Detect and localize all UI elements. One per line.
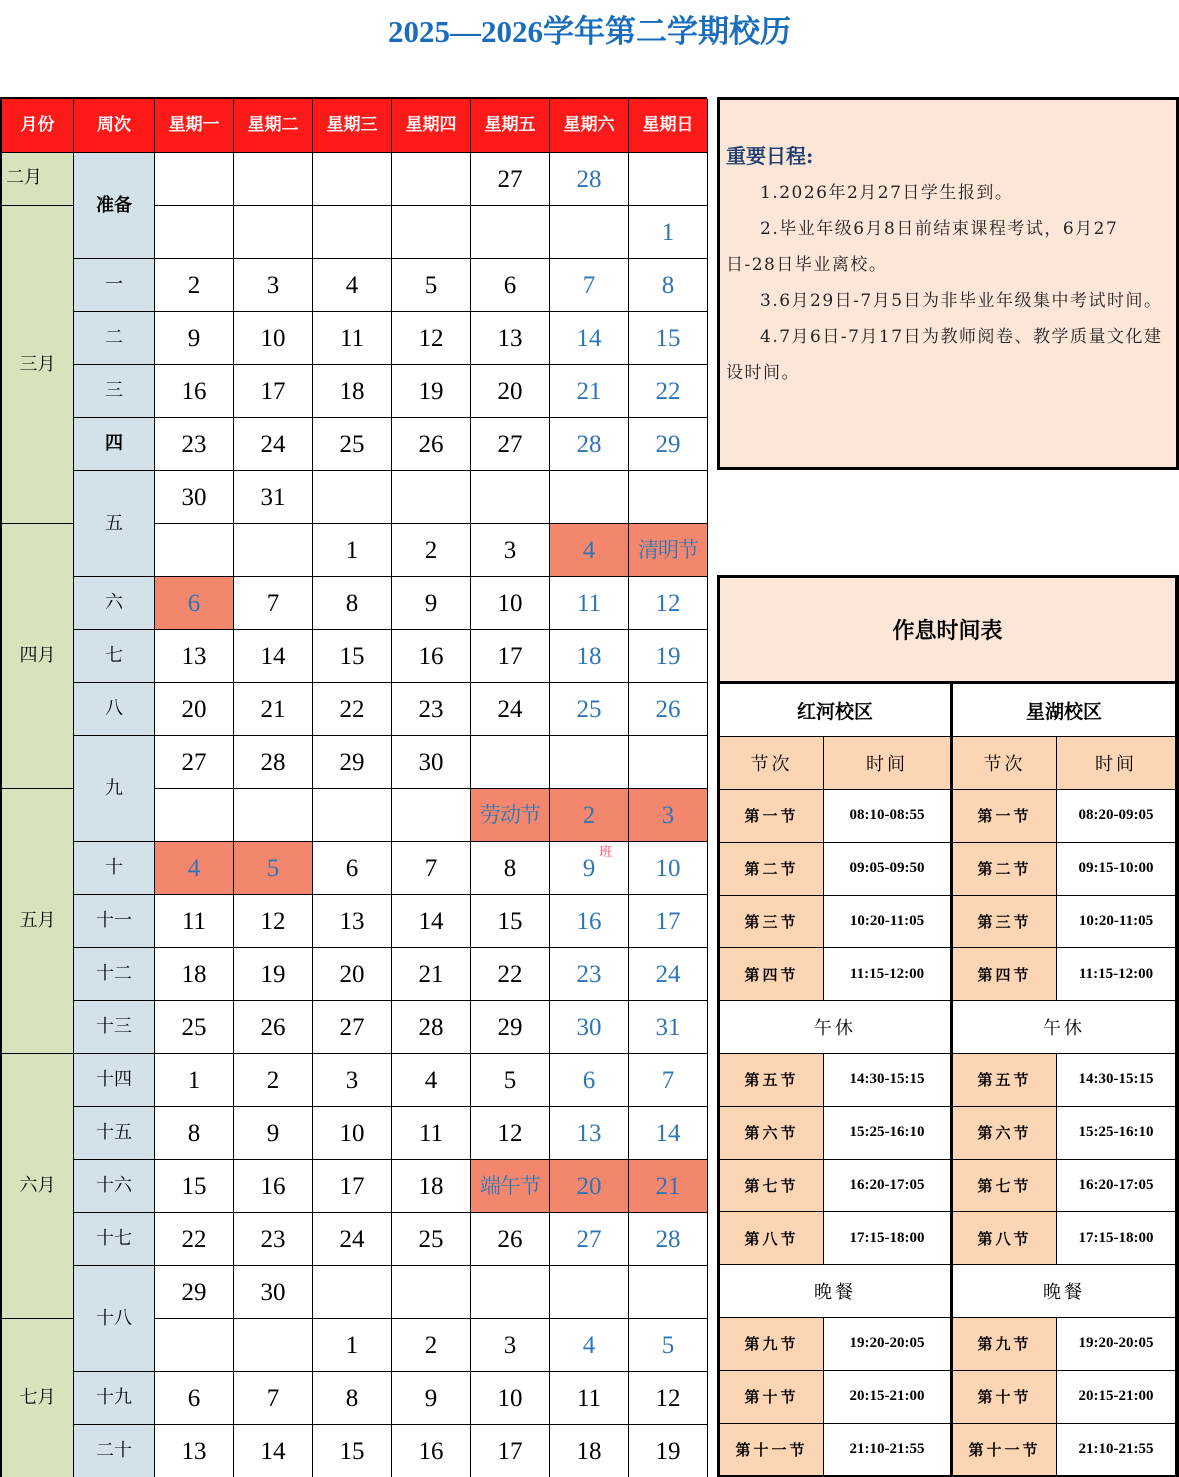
day-cell: 2 [155, 259, 234, 312]
empty-cell [392, 1266, 471, 1319]
day-cell: 23 [155, 418, 234, 471]
day-cell: 25 [550, 683, 629, 736]
period-time: 21:10-21:55 [1057, 1424, 1176, 1477]
empty-cell [234, 153, 313, 206]
empty-cell [313, 153, 392, 206]
day-cell: 9 [392, 577, 471, 630]
day-cell: 18 [392, 1160, 471, 1213]
empty-cell [471, 471, 550, 524]
header-6: 星期四 [392, 99, 471, 153]
day-cell: 30 [234, 1266, 313, 1319]
campus-honghe: 红河校区 [720, 684, 953, 737]
week-label: 七 [74, 630, 155, 683]
day-cell: 24 [234, 418, 313, 471]
day-cell: 5 [392, 259, 471, 312]
day-cell: 22 [155, 1213, 234, 1266]
period-label: 第九节 [953, 1318, 1057, 1371]
day-cell: 22 [313, 683, 392, 736]
day-cell: 28 [629, 1213, 708, 1266]
day-cell: 13 [471, 312, 550, 365]
day-cell: 22 [629, 365, 708, 418]
day-cell: 14 [392, 895, 471, 948]
day-cell: 28 [234, 736, 313, 789]
week-label: 八 [74, 683, 155, 736]
period-label: 第四节 [720, 948, 824, 1001]
calendar-grid [0, 97, 707, 1477]
day-cell: 2 [392, 1319, 471, 1372]
period-time: 11:15-12:00 [824, 948, 953, 1001]
period-label: 第四节 [953, 948, 1057, 1001]
day-cell: 10 [313, 1107, 392, 1160]
period-label: 第十一节 [720, 1424, 824, 1477]
day-cell: 1 [155, 1054, 234, 1107]
empty-cell [313, 471, 392, 524]
day-cell: 8 [471, 842, 550, 895]
day-cell: 12 [392, 312, 471, 365]
period-label: 第八节 [720, 1212, 824, 1265]
day-cell: 劳动节 [471, 789, 550, 842]
month-label: 三月 [2, 206, 74, 524]
day-cell: 20 [550, 1160, 629, 1213]
day-cell: 9 [392, 1372, 471, 1425]
day-cell: 30 [392, 736, 471, 789]
empty-cell [629, 736, 708, 789]
week-label: 十五 [74, 1107, 155, 1160]
day-cell: 2 [392, 524, 471, 577]
day-cell: 18 [313, 365, 392, 418]
week-label: 十四 [74, 1054, 155, 1107]
empty-cell [550, 1266, 629, 1319]
header-9: 星期日 [629, 99, 708, 153]
day-cell: 17 [313, 1160, 392, 1213]
week-label: 十三 [74, 1001, 155, 1054]
day-cell: 3 [471, 524, 550, 577]
week-label: 准备 [74, 153, 155, 259]
empty-cell [392, 206, 471, 259]
header-1: 月份 [2, 99, 74, 153]
day-cell: 26 [392, 418, 471, 471]
day-cell: 12 [629, 577, 708, 630]
day-cell: 14 [629, 1107, 708, 1160]
week-label: 十一 [74, 895, 155, 948]
empty-cell [313, 206, 392, 259]
period-label: 第十节 [953, 1371, 1057, 1424]
period-label: 第三节 [720, 896, 824, 949]
period-time: 20:15-21:00 [1057, 1371, 1176, 1424]
day-cell: 19 [629, 630, 708, 683]
day-cell: 17 [471, 1425, 550, 1477]
day-cell: 14 [550, 312, 629, 365]
day-cell: 10 [234, 312, 313, 365]
day-cell: 7 [629, 1054, 708, 1107]
day-cell: 29 [471, 1001, 550, 1054]
break-label: 晚餐 [953, 1265, 1176, 1318]
period-label: 第二节 [720, 843, 824, 896]
period-time: 10:20-11:05 [1057, 896, 1176, 949]
day-cell: 30 [155, 471, 234, 524]
day-number: 9 [582, 854, 596, 882]
day-cell [550, 842, 629, 895]
day-cell: 4 [313, 259, 392, 312]
day-cell: 23 [392, 683, 471, 736]
day-cell: 6 [550, 1054, 629, 1107]
empty-cell [392, 789, 471, 842]
day-cell: 清明节 [629, 524, 708, 577]
empty-cell [313, 789, 392, 842]
empty-cell [629, 471, 708, 524]
day-cell: 25 [392, 1213, 471, 1266]
day-cell: 6 [155, 1372, 234, 1425]
header-7: 星期五 [471, 99, 550, 153]
day-cell: 5 [234, 842, 313, 895]
day-cell: 1 [313, 1319, 392, 1372]
day-cell: 4 [550, 524, 629, 577]
col-header-period: 节次 [720, 737, 824, 790]
day-cell: 10 [629, 842, 708, 895]
day-cell: 5 [629, 1319, 708, 1372]
day-cell: 28 [550, 418, 629, 471]
period-time: 19:20-20:05 [824, 1318, 953, 1371]
empty-cell [155, 524, 234, 577]
period-time: 19:20-20:05 [1057, 1318, 1176, 1371]
day-cell: 18 [155, 948, 234, 1001]
header-3: 星期一 [155, 99, 234, 153]
week-label: 九 [74, 736, 155, 842]
period-label: 第七节 [720, 1160, 824, 1213]
day-cell: 3 [629, 789, 708, 842]
empty-cell [392, 153, 471, 206]
day-cell: 29 [155, 1266, 234, 1319]
day-cell: 13 [550, 1107, 629, 1160]
empty-cell [471, 206, 550, 259]
day-cell: 4 [392, 1054, 471, 1107]
day-cell: 12 [629, 1372, 708, 1425]
day-cell: 18 [550, 1425, 629, 1477]
day-cell: 14 [234, 630, 313, 683]
day-cell: 24 [471, 683, 550, 736]
col-header-period: 节次 [953, 737, 1057, 790]
day-cell: 11 [313, 312, 392, 365]
week-label: 四 [74, 418, 155, 471]
day-cell: 11 [550, 1372, 629, 1425]
day-cell: 29 [629, 418, 708, 471]
day-cell: 20 [313, 948, 392, 1001]
day-cell: 7 [234, 1372, 313, 1425]
week-label: 十七 [74, 1213, 155, 1266]
empty-cell [155, 153, 234, 206]
empty-cell [313, 1266, 392, 1319]
empty-cell [155, 1319, 234, 1372]
break-label: 晚餐 [720, 1265, 953, 1318]
period-label: 第一节 [953, 790, 1057, 843]
period-label: 第十节 [720, 1371, 824, 1424]
day-cell: 7 [392, 842, 471, 895]
period-time: 11:15-12:00 [1057, 948, 1176, 1001]
day-cell: 25 [313, 418, 392, 471]
empty-cell [155, 206, 234, 259]
day-cell: 12 [234, 895, 313, 948]
week-label: 十六 [74, 1160, 155, 1213]
day-cell: 6 [155, 577, 234, 630]
important-schedule-panel [717, 97, 1179, 470]
period-label: 第六节 [953, 1107, 1057, 1160]
empty-cell [234, 524, 313, 577]
day-cell: 8 [155, 1107, 234, 1160]
timetable-title: 作息时间表 [720, 578, 1176, 684]
day-cell: 28 [392, 1001, 471, 1054]
day-cell: 16 [392, 1425, 471, 1477]
day-cell: 27 [471, 418, 550, 471]
period-time: 16:20-17:05 [1057, 1160, 1176, 1213]
day-cell: 端午节 [471, 1160, 550, 1213]
col-header-time: 时间 [824, 737, 953, 790]
week-label: 一 [74, 259, 155, 312]
period-label: 第九节 [720, 1318, 824, 1371]
empty-cell [234, 789, 313, 842]
week-label: 十八 [74, 1266, 155, 1372]
day-cell: 2 [234, 1054, 313, 1107]
period-time: 10:20-11:05 [824, 896, 953, 949]
day-cell: 11 [155, 895, 234, 948]
break-label: 午休 [720, 1001, 953, 1054]
note-item: 2.毕业年级6月8日前结束课程考试，6月27日-28日毕业离校。 [726, 219, 1119, 275]
day-cell: 8 [629, 259, 708, 312]
day-cell: 15 [155, 1160, 234, 1213]
day-cell: 15 [313, 1425, 392, 1477]
period-time: 08:20-09:05 [1057, 790, 1176, 843]
day-cell: 8 [313, 1372, 392, 1425]
header-5: 星期三 [313, 99, 392, 153]
period-label: 第六节 [720, 1107, 824, 1160]
empty-cell [629, 153, 708, 206]
timetable-panel [717, 575, 1179, 1477]
day-cell: 9 [234, 1107, 313, 1160]
empty-cell [234, 206, 313, 259]
note-item: 3.6月29日-7月5日为非毕业年级集中考试时间。 [760, 291, 1163, 311]
day-cell: 24 [313, 1213, 392, 1266]
day-cell: 7 [234, 577, 313, 630]
period-time: 17:15-18:00 [1057, 1212, 1176, 1265]
day-cell: 5 [471, 1054, 550, 1107]
day-cell: 1 [629, 206, 708, 259]
day-cell: 1 [313, 524, 392, 577]
period-time: 20:15-21:00 [824, 1371, 953, 1424]
note-item: 1.2026年2月27日学生报到。 [760, 183, 1014, 203]
day-cell: 22 [471, 948, 550, 1001]
day-cell: 25 [155, 1001, 234, 1054]
header-8: 星期六 [550, 99, 629, 153]
day-cell: 11 [550, 577, 629, 630]
period-label: 第二节 [953, 843, 1057, 896]
day-cell: 13 [155, 1425, 234, 1477]
month-label: 四月 [2, 524, 74, 789]
month-label: 七月 [2, 1319, 74, 1477]
day-cell: 15 [313, 630, 392, 683]
makeup-workday-mark: 班 [599, 844, 613, 860]
empty-cell [234, 1319, 313, 1372]
day-cell: 26 [471, 1213, 550, 1266]
day-cell: 17 [471, 630, 550, 683]
page-title: 2025—2026学年第二学期校历 [388, 14, 791, 49]
day-cell: 29 [313, 736, 392, 789]
empty-cell [392, 471, 471, 524]
day-cell: 19 [392, 365, 471, 418]
period-time: 09:05-09:50 [824, 843, 953, 896]
notes-heading: 重要日程: [726, 144, 814, 168]
period-time: 09:15-10:00 [1057, 843, 1176, 896]
period-time: 17:15-18:00 [824, 1212, 953, 1265]
month-label: 五月 [2, 789, 74, 1054]
day-cell: 6 [471, 259, 550, 312]
day-cell: 21 [234, 683, 313, 736]
empty-cell [550, 736, 629, 789]
empty-cell [471, 736, 550, 789]
day-cell: 26 [234, 1001, 313, 1054]
week-label: 六 [74, 577, 155, 630]
day-cell: 31 [629, 1001, 708, 1054]
col-header-time: 时间 [1057, 737, 1176, 790]
month-label: 六月 [2, 1054, 74, 1319]
day-cell: 21 [392, 948, 471, 1001]
day-cell: 16 [234, 1160, 313, 1213]
period-label: 第五节 [720, 1054, 824, 1107]
day-cell: 20 [471, 365, 550, 418]
day-cell: 10 [471, 577, 550, 630]
day-cell: 23 [234, 1213, 313, 1266]
week-label: 十二 [74, 948, 155, 1001]
month-label: 二月 [2, 153, 74, 206]
period-label: 第十一节 [953, 1424, 1057, 1477]
period-label: 第五节 [953, 1054, 1057, 1107]
day-cell: 27 [313, 1001, 392, 1054]
day-cell: 28 [550, 153, 629, 206]
day-cell: 24 [629, 948, 708, 1001]
header-2: 周次 [74, 99, 155, 153]
day-cell: 3 [313, 1054, 392, 1107]
day-cell: 17 [234, 365, 313, 418]
day-cell: 13 [155, 630, 234, 683]
day-cell: 3 [234, 259, 313, 312]
week-label: 十九 [74, 1372, 155, 1425]
note-item: 4.7月6日-7月17日为教师阅卷、教学质量文化建设时间。 [726, 327, 1163, 383]
day-cell: 3 [471, 1319, 550, 1372]
day-cell: 15 [629, 312, 708, 365]
empty-cell [550, 206, 629, 259]
day-cell: 16 [392, 630, 471, 683]
period-time: 14:30-15:15 [1057, 1054, 1176, 1107]
header-4: 星期二 [234, 99, 313, 153]
day-cell: 27 [471, 153, 550, 206]
week-label: 五 [74, 471, 155, 577]
day-cell: 19 [234, 948, 313, 1001]
day-cell: 8 [313, 577, 392, 630]
day-cell: 10 [471, 1372, 550, 1425]
day-cell: 27 [550, 1213, 629, 1266]
week-label: 二十 [74, 1425, 155, 1477]
period-time: 21:10-21:55 [824, 1424, 953, 1477]
day-cell: 4 [550, 1319, 629, 1372]
campus-xinghu: 星湖校区 [953, 684, 1176, 737]
day-cell: 11 [392, 1107, 471, 1160]
day-cell: 16 [550, 895, 629, 948]
period-label: 第三节 [953, 896, 1057, 949]
period-label: 第七节 [953, 1160, 1057, 1213]
break-label: 午休 [953, 1001, 1176, 1054]
day-cell: 20 [155, 683, 234, 736]
week-label: 十 [74, 842, 155, 895]
day-cell: 7 [550, 259, 629, 312]
period-time: 14:30-15:15 [824, 1054, 953, 1107]
day-cell: 21 [550, 365, 629, 418]
day-cell: 23 [550, 948, 629, 1001]
day-cell: 27 [155, 736, 234, 789]
day-cell: 31 [234, 471, 313, 524]
empty-cell [550, 471, 629, 524]
day-cell: 6 [313, 842, 392, 895]
day-cell: 26 [629, 683, 708, 736]
empty-cell [155, 789, 234, 842]
day-cell: 17 [629, 895, 708, 948]
period-time: 15:25-16:10 [1057, 1107, 1176, 1160]
period-time: 16:20-17:05 [824, 1160, 953, 1213]
empty-cell [471, 1266, 550, 1319]
day-cell: 18 [550, 630, 629, 683]
day-cell: 2 [550, 789, 629, 842]
day-cell: 15 [471, 895, 550, 948]
period-label: 第八节 [953, 1212, 1057, 1265]
day-cell: 13 [313, 895, 392, 948]
day-cell: 4 [155, 842, 234, 895]
period-label: 第一节 [720, 790, 824, 843]
period-time: 15:25-16:10 [824, 1107, 953, 1160]
empty-cell [629, 1266, 708, 1319]
week-label: 二 [74, 312, 155, 365]
week-label: 三 [74, 365, 155, 418]
day-cell: 21 [629, 1160, 708, 1213]
day-cell: 19 [629, 1425, 708, 1477]
day-cell: 30 [550, 1001, 629, 1054]
day-cell: 14 [234, 1425, 313, 1477]
day-cell: 12 [471, 1107, 550, 1160]
period-time: 08:10-08:55 [824, 790, 953, 843]
day-cell: 16 [155, 365, 234, 418]
day-cell: 9 [155, 312, 234, 365]
